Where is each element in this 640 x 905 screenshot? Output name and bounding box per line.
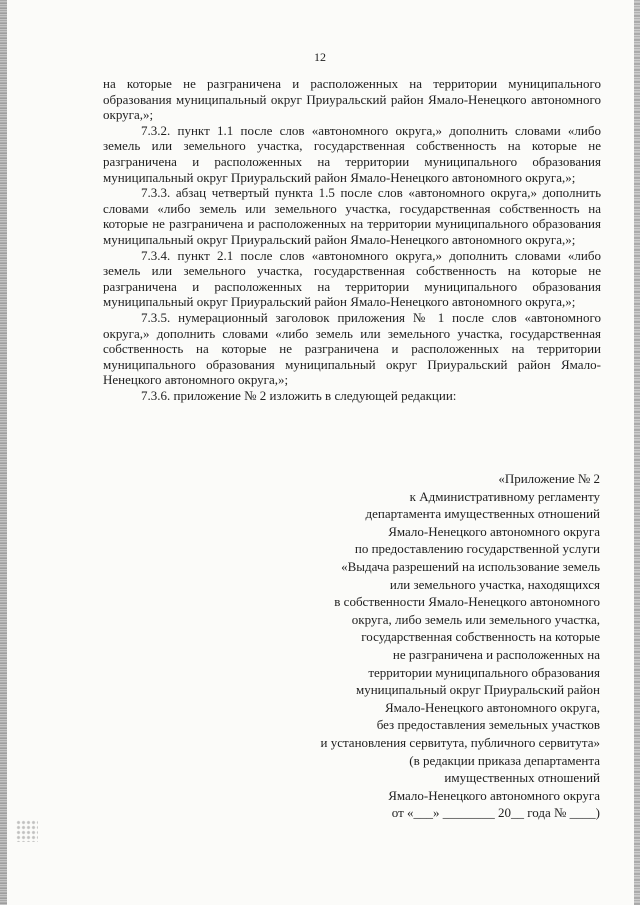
appendix-line: без предоставления земельных участков bbox=[376, 717, 600, 733]
paragraph: 7.3.3. абзац четвертый пункта 1.5 после слов «автономного округа,» дополнить словами «либо земель или земельного участка, государственная собственность на которые не разграничена и расположенных на территории муниципального образования муниципальный округ Приуральский район Ямало-Ненецкого автономного округа,»; bbox=[103, 185, 601, 247]
scan-edge-right bbox=[634, 0, 640, 905]
appendix-line: государственная собственность на которые bbox=[361, 629, 600, 645]
paragraph: на которые не разграничена и расположенных на территории муниципального образования муниципальный округ Приуральский район Ямало-Ненецкого автономного округа,»; bbox=[103, 76, 601, 123]
paragraph: 7.3.2. пункт 1.1 после слов «автономного округа,» дополнить словами «либо земель или земельного участка, государственная собственность на которые не разграничена и расположенных на территории муниципального образования муниципальный округ Приуральский район Ямало-Ненецкого автономного округа,»; bbox=[103, 122, 601, 185]
appendix-line: или земельного участка, находящихся bbox=[389, 576, 600, 592]
appendix-line: и установления сервитута, публичного сервитута» bbox=[320, 734, 600, 750]
paragraph: 7.3.5. нумерационный заголовок приложения № 1 после слов «автономного округа,» дополнить словами «либо земель или земельного участка, государственная собственность на которые не разграничена и расположенных на территории муниципального образования муниципальный округ Приуральский район Ямало-Ненецкого автономного округа,»; bbox=[103, 309, 601, 388]
scan-edge-left bbox=[0, 0, 7, 905]
appendix-header-block bbox=[240, 470, 600, 822]
appendix-line: «Выдача разрешений на использование земель bbox=[341, 558, 600, 574]
scan-speckle bbox=[16, 820, 38, 842]
appendix-line: Ямало-Ненецкого автономного округа bbox=[388, 787, 600, 803]
appendix-line: округа, либо земель или земельного участка, bbox=[351, 611, 600, 627]
appendix-line: в собственности Ямало-Ненецкого автономного bbox=[334, 594, 600, 610]
appendix-line: «Приложение № 2 bbox=[498, 471, 600, 486]
appendix-line: муниципальный округ Приуральский район bbox=[355, 682, 600, 698]
paragraph: 7.3.4. пункт 2.1 после слов «автономного округа,» дополнить словами «либо земель или земельного участка, государственная собственность на которые не разграничена и расположенных на территории муниципального образования муниципальный округ Приуральский район Ямало-Ненецкого автономного округа,»; bbox=[103, 247, 601, 310]
appendix-line: имущественных отношений bbox=[444, 770, 600, 786]
body-text bbox=[103, 76, 601, 403]
paragraph: 7.3.6. приложение № 2 изложить в следующей редакции: bbox=[141, 387, 457, 403]
appendix-line: департамента имущественных отношений bbox=[365, 506, 600, 522]
appendix-line: не разграничена и расположенных на bbox=[392, 646, 600, 662]
appendix-line: по предоставлению государственной услуги bbox=[354, 541, 600, 557]
page-number: 12 bbox=[314, 50, 326, 64]
appendix-line: Ямало-Ненецкого автономного округа, bbox=[384, 699, 600, 715]
appendix-line: к Административному регламенту bbox=[409, 488, 600, 504]
appendix-line: (в редакции приказа департамента bbox=[409, 752, 600, 768]
appendix-line: от «___» ________ 20__ года № ____) bbox=[391, 805, 600, 821]
appendix-line: Ямало-Ненецкого автономного округа bbox=[388, 523, 600, 539]
appendix-line: территории муниципального образования bbox=[368, 664, 600, 680]
